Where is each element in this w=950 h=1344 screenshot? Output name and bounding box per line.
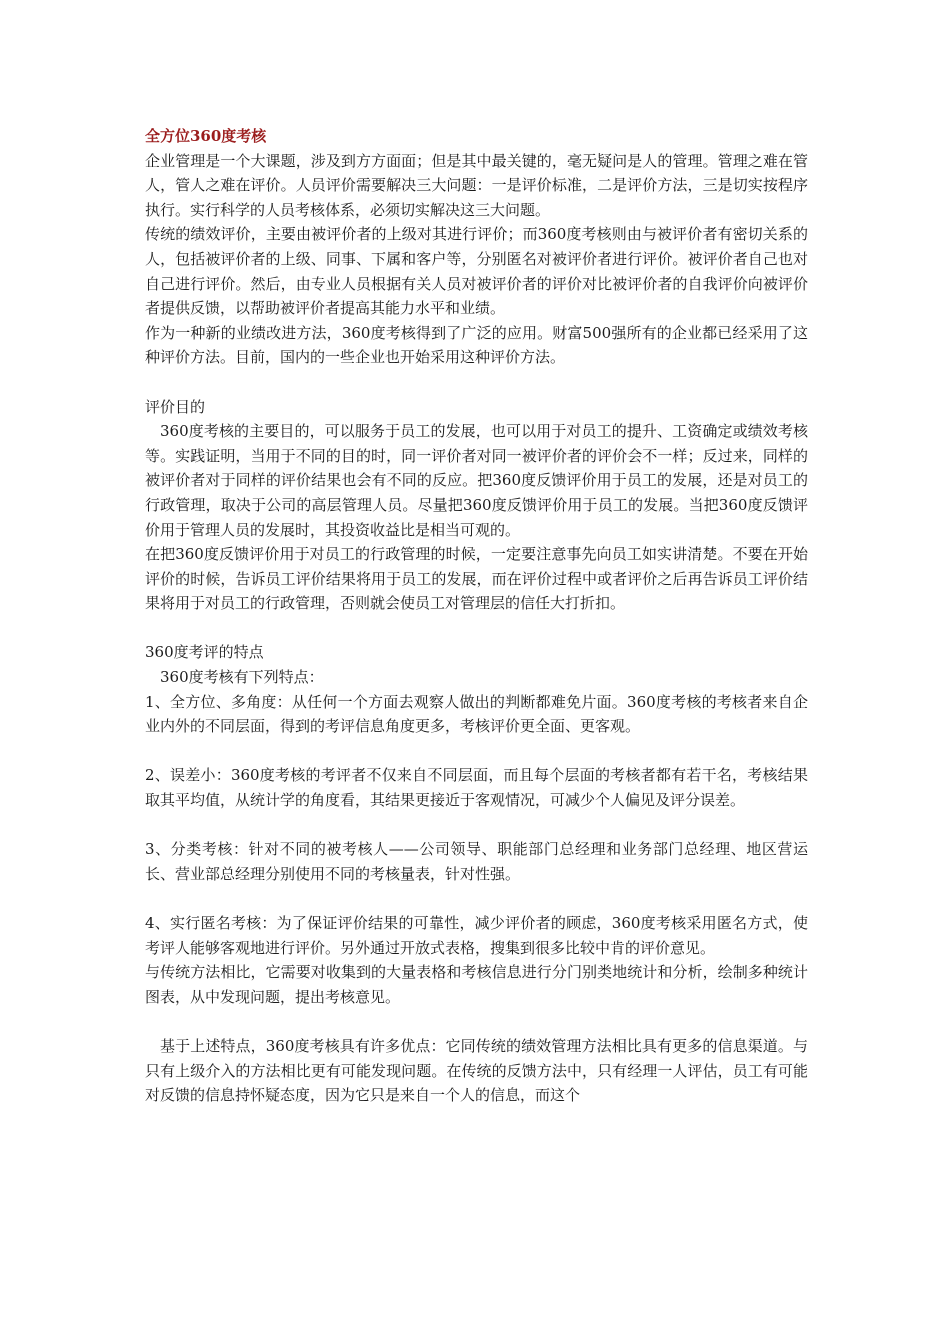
feature-item-3: 3、分类考核：针对不同的被考核人——公司领导、职能部门总经理和业务部门总经理、地区营运长、营业部总经理分别使用不同的考核量表，针对性强。 [145, 840, 808, 883]
document-page [145, 124, 808, 1108]
purpose-paragraph-1: 360度考核的主要目的，可以服务于员工的发展，也可以用于对员工的提升、工资确定或绩效考核等。实践证明，当用于不同的目的时，同一评价者对同一被评价者的评价会不一样；反过来，同样的被评价者对于同样的评价结果也会有不同的反应。把360度反馈评价用于员工的发展，还是对员工的行政管理，取决于公司的高层管理人员。尽量把360度反馈评价用于员工的发展。当把360度反馈评价用于管理人员的发展时，其投资收益比是相当可观的。 [145, 422, 808, 539]
intro-paragraph-3: 作为一种新的业绩改进方法，360度考核得到了广泛的应用。财富500强所有的企业都已经采用了这种评价方法。目前，国内的一些企业也开始采用这种评价方法。 [145, 323, 808, 367]
spacer [145, 1009, 808, 1034]
advantages-paragraph: 基于上述特点，360度考核具有许多优点：它同传统的绩效管理方法相比具有更多的信息渠道。与只有上级介入的方法相比更有可能发现问题。在传统的反馈方法中，只有经理一人评估，员工有可能对反馈的信息持怀疑态度，因为它只是来自一个人的信息，而这个 [145, 1036, 808, 1105]
features-lead: 360度考核有下列特点： [160, 668, 324, 687]
feature-item-4: 4、实行匿名考核：为了保证评价结果的可靠性，减少评价者的顾虑，360度考核采用匿名方式，使考评人能够客观地进行评价。另外通过开放式表格，搜集到很多比较中肯的评价意见。 [145, 914, 808, 957]
intro-paragraph-2: 传统的绩效评价，主要由被评价者的上级对其进行评价；而360度考核则由与被评价者有密切关系的人，包括被评价者的上级、同事、下属和客户等，分别匿名对被评价者进行评价。被评价者自己也对自己进行评价。然后，由专业人员根据有关人员对被评价者的评价对比被评价者的自我评价向被评价者提供反馈，以帮助被评价者提高其能力水平和业绩。 [145, 225, 808, 318]
spacer [145, 739, 808, 764]
spacer [145, 370, 808, 395]
purpose-paragraph-2: 在把360度反馈评价用于对员工的行政管理的时候，一定要注意事先向员工如实讲清楚。不要在开始评价的时候，告诉员工评价结果将用于员工的发展，而在评价过程中或者评价之后再告诉员工评价结果将用于对员工的行政管理，否则就会使员工对管理层的信任大打折扣。 [145, 545, 808, 613]
feature-item-2: 2、误差小：360度考核的考评者不仅来自不同层面，而且每个层面的考核者都有若干名，考核结果取其平均值，从统计学的角度看，其结果更接近于客观情况，可减少个人偏见及评分误差。 [145, 766, 808, 810]
features-closing: 与传统方法相比，它需要对收集到的大量表格和考核信息进行分门别类地统计和分析，绘制多种统计图表，从中发现问题，提出考核意见。 [145, 963, 808, 1006]
purpose-heading: 评价目的 [145, 397, 206, 416]
features-heading: 360度考评的特点 [145, 643, 264, 662]
document-title: 全方位360度考核 [145, 127, 267, 145]
spacer [145, 886, 808, 911]
spacer [145, 813, 808, 838]
spacer [145, 616, 808, 641]
intro-paragraph-1: 企业管理是一个大课题，涉及到方方面面；但是其中最关键的，毫无疑问是人的管理。管理之难在管人，管人之难在评价。人员评价需要解决三大问题：一是评价标准，二是评价方法，三是切实按程序执行。实行科学的人员考核体系，必须切实解决这三大问题。 [145, 151, 808, 219]
feature-item-1: 1、全方位、多角度：从任何一个方面去观察人做出的判断都难免片面。360度考核的考核者来自企业内外的不同层面，得到的考评信息角度更多，考核评价更全面、更客观。 [145, 692, 808, 736]
